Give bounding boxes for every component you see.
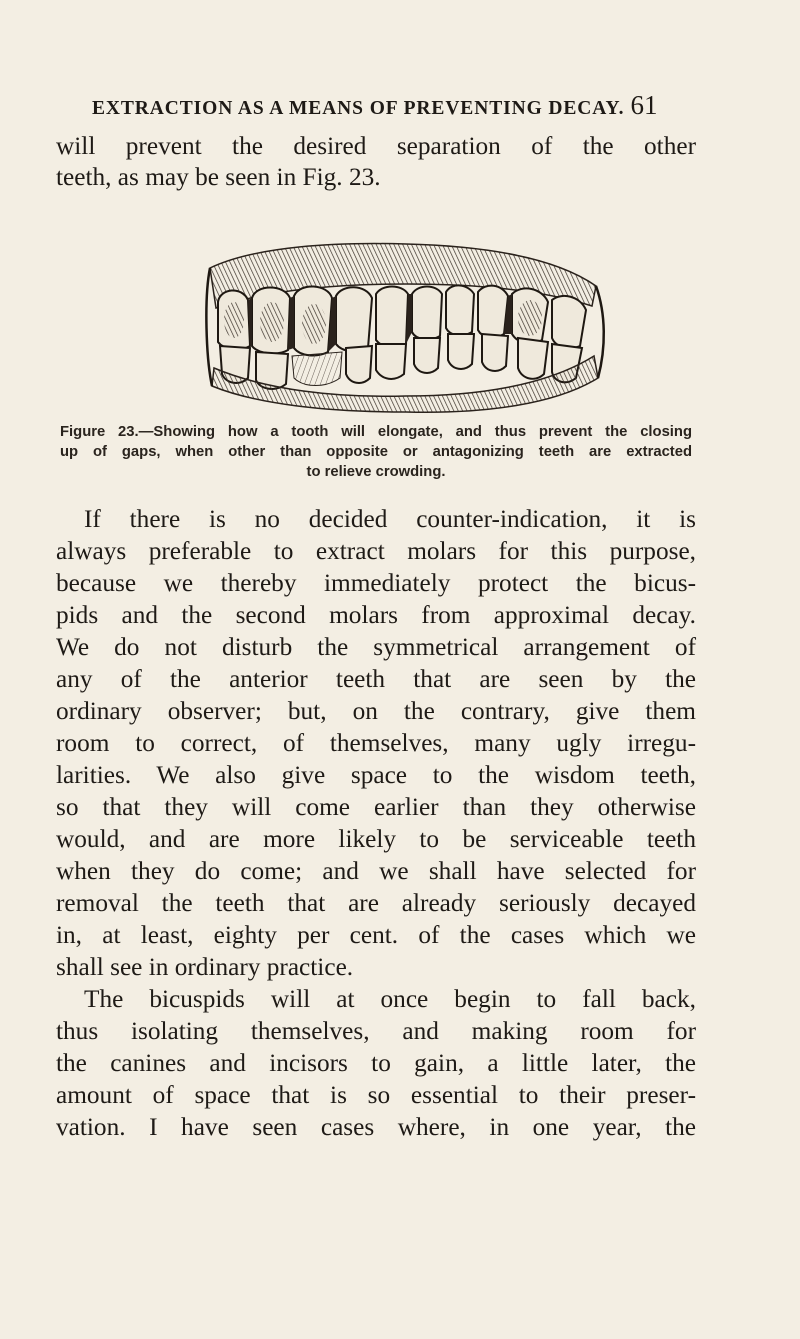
body-line: in, at least, eighty per cent. of the cases which we bbox=[56, 921, 696, 949]
body-line: vation. I have seen cases where, in one year, the bbox=[56, 1113, 696, 1141]
figure-caption-line: Figure 23.—Showing how a tooth will elongate, and thus prevent the closing bbox=[60, 424, 692, 440]
body-line: shall see in ordinary practice. bbox=[56, 953, 354, 981]
body-line: would, and are more likely to be serviceable teeth bbox=[56, 825, 696, 853]
figure-23-teeth-illustration bbox=[196, 228, 608, 414]
body-line: pids and the second molars from approximal decay. bbox=[56, 601, 696, 629]
body-line: The bicuspids will at once begin to fall back, bbox=[84, 985, 696, 1013]
page-number: 61 bbox=[630, 90, 658, 120]
extraction-gap bbox=[292, 352, 342, 386]
body-line: any of the anterior teeth that are seen by the bbox=[56, 665, 696, 693]
intro-line: teeth, as may be seen in Fig. 23. bbox=[56, 163, 381, 191]
body-line: so that they will come earlier than they otherwise bbox=[56, 793, 696, 821]
body-line: larities. We also give space to the wisdom teeth, bbox=[56, 761, 696, 789]
body-line: removal the teeth that are already seriously decayed bbox=[56, 889, 696, 917]
body-line: because we thereby immediately protect the bicus- bbox=[56, 569, 696, 597]
teeth-engraving bbox=[196, 228, 608, 414]
running-title: EXTRACTION AS A MEANS OF PREVENTING DECAY. bbox=[92, 98, 625, 119]
body-line: We do not disturb the symmetrical arrangement of bbox=[56, 633, 696, 661]
intro-line: will prevent the desired separation of the other bbox=[56, 132, 696, 160]
body-line: always preferable to extract molars for this purpose, bbox=[56, 537, 696, 565]
body-line: ordinary observer; but, on the contrary, give them bbox=[56, 697, 696, 725]
body-line: If there is no decided counter-indication, it is bbox=[84, 505, 696, 533]
body-line: room to correct, of themselves, many ugly irregu- bbox=[56, 729, 696, 757]
body-line: thus isolating themselves, and making room for bbox=[56, 1017, 696, 1045]
body-line: amount of space that is so essential to their preser- bbox=[56, 1081, 696, 1109]
figure-caption-line: to relieve crowding. bbox=[306, 464, 446, 480]
running-header bbox=[92, 90, 694, 121]
body-line: the canines and incisors to gain, a little later, the bbox=[56, 1049, 696, 1077]
body-line: when they do come; and we shall have selected for bbox=[56, 857, 696, 885]
figure-caption-line: up of gaps, when other than opposite or antagonizing teeth are extracted bbox=[60, 444, 692, 460]
